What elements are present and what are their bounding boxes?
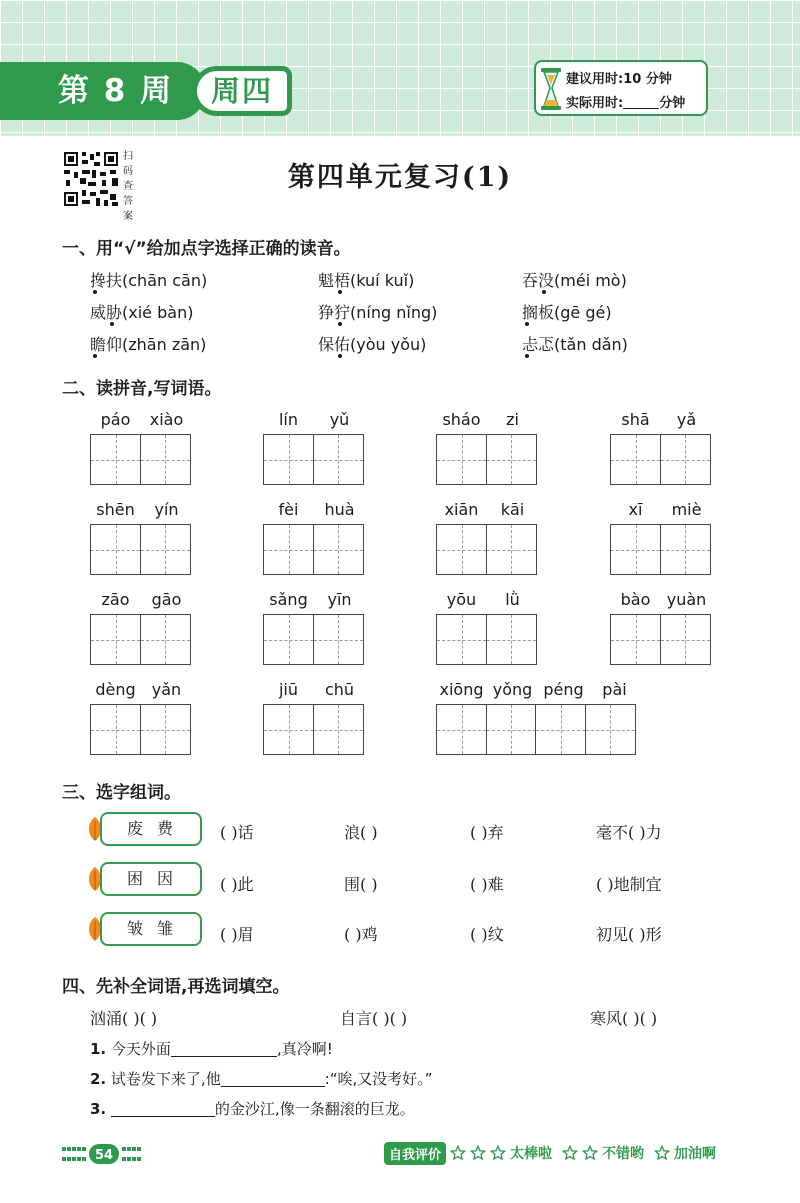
char-choices: 废费 [100,812,202,846]
writing-box[interactable] [660,524,711,575]
rating-good-label: 不错哟 [602,1146,645,1162]
writing-box[interactable] [486,434,537,485]
sentence-2 [90,1068,433,1089]
emphasis-dot [338,354,342,358]
emphasis-dot [525,354,529,358]
sentence-text: ,真冷啊! [276,1040,333,1058]
fill-blank[interactable]: ( )此 [220,875,254,894]
pinyin-word-group [610,590,712,665]
time-box [534,60,708,116]
answer-blank[interactable] [171,1043,277,1057]
actual-time-blank[interactable] [623,97,659,109]
pinyin-word-group [610,500,712,575]
emphasis-dot [542,290,546,294]
answer-blank[interactable] [111,1103,215,1117]
pinyin-syllable: xiōng [439,680,484,699]
pinyin-item [522,268,627,291]
writing-box[interactable] [263,704,314,755]
pinyin-syllable: sǎng [269,590,308,609]
writing-box[interactable] [313,614,364,665]
star-icon[interactable] [450,1145,466,1161]
fill-blank[interactable]: ( )话 [220,823,254,842]
pinyin-syllable: gāo [151,590,182,609]
pinyin-syllable: jiū [278,680,299,699]
writing-box[interactable] [585,704,636,755]
writing-box[interactable] [436,704,487,755]
sentence-number: 1. [90,1040,107,1058]
writing-box[interactable] [263,524,314,575]
writing-box[interactable] [263,614,314,665]
char-choice-tag [86,912,202,946]
pinyin-item [318,300,437,323]
pinyin-syllable: zāo [101,590,130,609]
pinyin-syllable: yōu [446,590,477,609]
hourglass-icon [539,66,563,112]
pinyin-word-group [90,590,192,665]
answer-blank[interactable] [221,1073,325,1087]
writing-box[interactable] [90,614,141,665]
section3-title: 三、选字组词。 [62,783,181,803]
writing-box[interactable] [610,614,661,665]
pinyin-syllable: xiào [149,410,184,429]
self-evaluation [384,1141,716,1165]
star-icon[interactable] [470,1145,486,1161]
writing-box[interactable] [140,524,191,575]
page-number: 54 [94,1148,114,1163]
section2-title: 二、读拼音,写词语。 [62,379,222,399]
pinyin-word-group [436,680,640,755]
writing-box[interactable] [486,524,537,575]
sentence-text: 的金沙江,像一条翻滚的巨龙。 [214,1100,415,1118]
pinyin-syllable: yín [154,500,179,519]
pinyin-syllable: lǜ [505,590,520,609]
pinyin-syllable: bào [620,590,651,609]
pinyin-word-group [263,680,365,755]
sentence-3 [90,1098,415,1119]
fill-blank[interactable]: 浪( ) [344,823,378,842]
pinyin-syllable: chū [324,680,355,699]
char-choices: 困因 [100,862,202,896]
pinyin-item [90,300,193,323]
writing-box[interactable] [610,434,661,485]
item-options[interactable]: (tǎn dǎn) [554,335,628,354]
fill-blank[interactable]: ( )地制宜 [596,875,662,894]
pinyin-syllable: yǒng [492,680,533,699]
sentence-text: :“唉,又没考好。” [324,1070,433,1088]
item-word: 搁板 [522,303,555,322]
writing-box[interactable] [610,524,661,575]
idiom-blank[interactable]: 汹涌( )( ) [90,1009,158,1028]
emphasis-dot [93,290,97,294]
emphasis-dot [525,322,529,326]
writing-box[interactable] [660,614,711,665]
pinyin-word-group [90,680,192,755]
emphasis-dot [110,322,114,326]
pinyin-word-group [263,590,365,665]
pinyin-syllable: sháo [442,410,481,429]
emphasis-dot [338,322,342,326]
writing-box[interactable] [90,434,141,485]
day-label: 周四 [192,66,292,116]
suggested-time: 建议用时:10 分钟 [566,72,672,87]
writing-box[interactable] [486,704,537,755]
item-options[interactable]: (méi mò) [554,271,627,290]
item-word: 狰狞 [318,303,351,322]
pinyin-syllable: shēn [96,500,135,519]
page-number-badge [62,1143,146,1165]
pinyin-syllable: lín [278,410,299,429]
pinyin-item [522,332,628,355]
section4-title: 四、先补全词语,再选词填空。 [62,977,290,997]
self-eval-label: 自我评价 [384,1142,446,1165]
writing-box[interactable] [140,434,191,485]
sentence-1 [90,1038,333,1059]
idiom-blank[interactable]: 自言( )( ) [340,1009,408,1028]
rating-try-label: 加油啊 [674,1146,717,1162]
pinyin-syllable: péng [543,680,584,699]
writing-box[interactable] [660,434,711,485]
pinyin-syllable: yǎ [676,410,697,429]
pinyin-syllable: yuàn [666,590,707,609]
item-word: 威胁 [90,303,123,322]
item-options[interactable]: (kuí kuǐ) [350,271,415,290]
pinyin-item [90,332,206,355]
star-icon[interactable] [562,1145,578,1161]
rating-great-label: 太棒啦 [510,1146,553,1162]
pinyin-word-group [610,410,712,485]
page-title: 第四单元复习(1) [287,162,513,193]
pinyin-syllable: pài [602,680,627,699]
char-choice-tag [86,862,202,896]
pinyin-syllable: yīn [327,590,352,609]
pinyin-word-group [436,590,538,665]
star-icon[interactable] [582,1145,598,1161]
pinyin-syllable: kāi [500,500,525,519]
pinyin-syllable: dèng [95,680,136,699]
item-options[interactable]: (níng nǐng) [350,303,438,322]
pinyin-syllable: xiān [444,500,479,519]
item-options[interactable]: (zhān zān) [122,335,207,354]
writing-box[interactable] [140,614,191,665]
pinyin-word-group [263,500,365,575]
char-choice-tag [86,812,202,846]
pinyin-item [318,332,426,355]
pinyin-word-group [436,410,538,485]
actual-time [566,92,685,111]
fill-blank[interactable]: 毫不( )力 [596,823,662,842]
char-choices: 皱雏 [100,912,202,946]
fill-blank[interactable]: 初见( )形 [596,925,662,944]
writing-box[interactable] [486,614,537,665]
fill-blank[interactable]: ( )眉 [220,925,254,944]
pinyin-word-group [263,410,365,485]
writing-box[interactable] [90,524,141,575]
fill-blank[interactable]: ( )纹 [470,925,504,944]
section1-title: 一、用“√”给加点字选择正确的读音。 [62,239,351,259]
fill-blank[interactable]: 围( ) [344,875,378,894]
sentence-number: 2. [90,1070,107,1088]
pinyin-syllable: xī [628,500,643,519]
item-word: 瞻仰 [90,335,123,354]
item-word: 忐忑 [522,335,555,354]
idiom-blank[interactable]: 寒风( )( ) [590,1009,658,1028]
item-options[interactable]: (gē gé) [554,303,612,322]
actual-time-unit: 分钟 [659,96,686,111]
pinyin-syllable: yǎn [151,680,182,699]
writing-box[interactable] [90,704,141,755]
writing-box[interactable] [436,524,487,575]
item-word: 保佑 [318,335,351,354]
pinyin-syllable: shā [621,410,650,429]
star-icon[interactable] [490,1145,506,1161]
pinyin-syllable: zi [506,410,519,429]
pinyin-syllable: páo [100,410,131,429]
fill-blank[interactable]: ( )鸡 [344,925,378,944]
week-label: 第 8 周 [0,62,206,120]
pinyin-syllable: huà [324,500,355,519]
pinyin-item [318,268,414,291]
fill-blank[interactable]: ( )难 [470,875,504,894]
item-word: 吞没 [522,271,555,290]
sentence-text: 试卷发下来了,他 [110,1070,221,1088]
star-icon[interactable] [654,1145,670,1161]
item-options[interactable]: (yòu yǒu) [350,335,427,354]
pinyin-syllable: fèi [278,500,299,519]
writing-box[interactable] [263,434,314,485]
item-options[interactable]: (chān cān) [122,271,208,290]
writing-box[interactable] [313,524,364,575]
item-word: 魁梧 [318,271,351,290]
item-word: 搀扶 [90,271,123,290]
actual-time-label: 实际用时: [566,96,624,111]
writing-box[interactable] [313,704,364,755]
pinyin-item [522,300,612,323]
pinyin-word-group [436,500,538,575]
pinyin-syllable: miè [671,500,702,519]
sentence-text: 今天外面 [110,1040,171,1058]
writing-box[interactable] [436,434,487,485]
pinyin-item [90,268,207,291]
item-options[interactable]: (xié bàn) [122,303,194,322]
pinyin-word-group [90,500,192,575]
writing-box[interactable] [313,434,364,485]
fill-blank[interactable]: ( )弃 [470,823,504,842]
writing-box[interactable] [535,704,586,755]
sentence-number: 3. [90,1100,107,1118]
writing-box[interactable] [436,614,487,665]
emphasis-dot [93,354,97,358]
pinyin-syllable: yǔ [329,410,350,429]
pinyin-word-group [90,410,192,485]
qr-label: 扫码查答案 [123,151,133,222]
writing-box[interactable] [140,704,191,755]
emphasis-dot [338,290,342,294]
